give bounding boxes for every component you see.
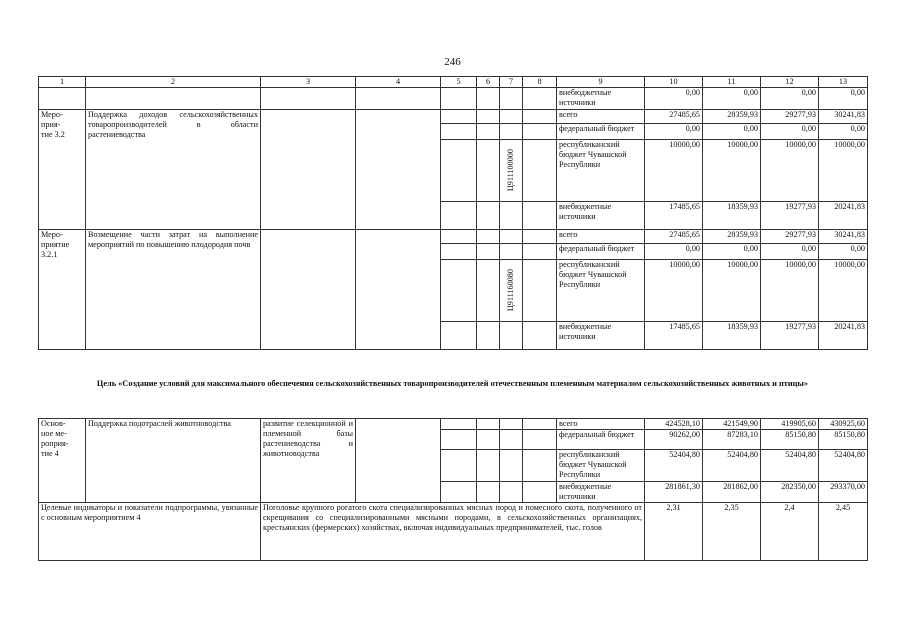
event-title: Поддержка доходов сельскохозяйственных товаропроизводителей в области растениеводства (86, 110, 261, 230)
empty-cell (477, 110, 500, 124)
empty-cell (441, 450, 477, 482)
header-row (39, 77, 868, 88)
empty-cell (523, 260, 557, 322)
amount-cell: 52404,80 (645, 450, 703, 482)
amount-cell: 19277,93 (761, 202, 819, 230)
amount-cell: 421549,90 (703, 419, 761, 430)
empty-cell (500, 110, 523, 124)
empty-cell (86, 88, 261, 110)
amount-cell: 28359,93 (703, 230, 761, 244)
empty-cell (523, 450, 557, 482)
funding-source: республиканский бюджет Чувашской Республики (557, 450, 645, 482)
empty-cell (477, 419, 500, 430)
amount-cell: 10000,00 (645, 140, 703, 202)
amount-cell: 0,00 (761, 124, 819, 140)
table-row (39, 88, 868, 110)
funding-source: федеральный бюджет (557, 244, 645, 260)
col-number: 3 (261, 77, 356, 88)
event-name: Меро- прия- тие 3.2 (39, 110, 86, 230)
empty-cell (523, 110, 557, 124)
event-name: Основ- ное ме- роприя- тие 4 (39, 419, 86, 503)
empty-cell (500, 322, 523, 350)
amount-cell: 0,00 (703, 244, 761, 260)
col-number: 9 (557, 77, 645, 88)
budget-code (500, 140, 523, 202)
empty-cell (477, 450, 500, 482)
col-number: 2 (86, 77, 261, 88)
empty-cell (477, 430, 500, 450)
empty-cell (261, 88, 356, 110)
col-number: 1 (39, 77, 86, 88)
empty-cell (477, 230, 500, 244)
amount-cell: 0,00 (761, 88, 819, 110)
empty-cell (441, 322, 477, 350)
funding-source: федеральный бюджет (557, 430, 645, 450)
amount-cell: 30241,83 (819, 230, 868, 244)
empty-cell (523, 124, 557, 140)
amount-cell: 52404,80 (761, 450, 819, 482)
empty-cell (441, 110, 477, 124)
budget-code (500, 260, 523, 322)
table-row (39, 419, 868, 430)
amount-cell: 0,00 (761, 244, 819, 260)
col-number: 5 (441, 77, 477, 88)
empty-cell (500, 230, 523, 244)
amount-cell: 27485,65 (645, 110, 703, 124)
funding-source: внебюджетные источники (557, 482, 645, 503)
amount-cell: 0,00 (645, 88, 703, 110)
amount-cell: 52404,80 (703, 450, 761, 482)
amount-cell: 17485,65 (645, 202, 703, 230)
event-name: Меро- приятие 3.2.1 (39, 230, 86, 350)
empty-cell (441, 202, 477, 230)
empty-cell (523, 202, 557, 230)
amount-cell: 10000,00 (819, 260, 868, 322)
budget-code-text: Ц911160080 (506, 269, 515, 312)
amount-cell: 30241,83 (819, 110, 868, 124)
amount-cell: 10000,00 (761, 140, 819, 202)
empty-cell (523, 140, 557, 202)
event-goal: развитие селекционной и племенной базы растениеводства и животноводства (261, 419, 356, 503)
indicator-value: 2,4 (761, 503, 819, 561)
indicator-text: Поголовье крупного рогатого скота специализированных мясных пород и помесного скота, полученного от скрещивания со специализированными мясными породами, в сельскохозяйственных организациях, крестьянских (фермерских) хозяйствах, включая индивидуальных предпринимателей, тыс. голов (261, 503, 645, 561)
indicator-value: 2,35 (703, 503, 761, 561)
amount-cell: 10000,00 (819, 140, 868, 202)
funding-source: внебюджетные источники (557, 322, 645, 350)
indicator-value: 2,31 (645, 503, 703, 561)
funding-source: федеральный бюджет (557, 124, 645, 140)
amount-cell: 18359,93 (703, 202, 761, 230)
amount-cell: 20241,83 (819, 202, 868, 230)
funding-source: всего (557, 230, 645, 244)
empty-cell (261, 110, 356, 230)
empty-cell (523, 244, 557, 260)
empty-cell (477, 202, 500, 230)
empty-cell (523, 88, 557, 110)
amount-cell: 19277,93 (761, 322, 819, 350)
empty-cell (441, 140, 477, 202)
indicator-label: Целевые индикаторы и показатели подпрограммы, увязанные с основным мероприятием 4 (39, 503, 261, 561)
amount-cell: 10000,00 (645, 260, 703, 322)
col-number: 6 (477, 77, 500, 88)
empty-cell (500, 419, 523, 430)
indicator-row (39, 503, 868, 561)
col-number: 7 (500, 77, 523, 88)
empty-cell (500, 450, 523, 482)
event-title: Поддержка подотраслей животноводства (86, 419, 261, 503)
empty-cell (477, 322, 500, 350)
col-number: 10 (645, 77, 703, 88)
empty-cell (261, 230, 356, 350)
amount-cell: 87283,10 (703, 430, 761, 450)
empty-cell (441, 88, 477, 110)
amount-cell: 0,00 (703, 88, 761, 110)
empty-cell (441, 482, 477, 503)
amount-cell: 10000,00 (703, 140, 761, 202)
amount-cell: 90262,00 (645, 430, 703, 450)
budget-table-goal (38, 418, 868, 561)
table-row (39, 110, 868, 124)
col-number: 8 (523, 77, 557, 88)
funding-source: внебюджетные источники (557, 88, 645, 110)
empty-cell (356, 230, 441, 350)
empty-cell (500, 482, 523, 503)
empty-cell (356, 88, 441, 110)
amount-cell: 0,00 (819, 124, 868, 140)
amount-cell: 293370,00 (819, 482, 868, 503)
funding-source: всего (557, 110, 645, 124)
amount-cell: 10000,00 (703, 260, 761, 322)
empty-cell (477, 124, 500, 140)
table-row (39, 230, 868, 244)
amount-cell: 0,00 (645, 244, 703, 260)
col-number: 11 (703, 77, 761, 88)
empty-cell (477, 140, 500, 202)
amount-cell: 282350,00 (761, 482, 819, 503)
col-number: 12 (761, 77, 819, 88)
empty-cell (500, 124, 523, 140)
amount-cell: 0,00 (645, 124, 703, 140)
empty-cell (477, 260, 500, 322)
empty-cell (477, 88, 500, 110)
empty-cell (523, 419, 557, 430)
page-number: 246 (444, 56, 461, 68)
amount-cell: 281861,30 (645, 482, 703, 503)
empty-cell (523, 482, 557, 503)
empty-cell (500, 430, 523, 450)
empty-cell (500, 202, 523, 230)
event-title: Возмещение части затрат на выполнение мероприятий по повышению плодородия почв (86, 230, 261, 350)
empty-cell (523, 430, 557, 450)
budget-code-text: Ц911100000 (506, 149, 515, 192)
funding-source: республиканский бюджет Чувашской Республики (557, 260, 645, 322)
amount-cell: 29277,93 (761, 110, 819, 124)
amount-cell: 419905,60 (761, 419, 819, 430)
funding-source: всего (557, 419, 645, 430)
empty-cell (441, 230, 477, 244)
amount-cell: 18359,93 (703, 322, 761, 350)
col-number: 13 (819, 77, 868, 88)
indicator-value: 2,45 (819, 503, 868, 561)
funding-source: республиканский бюджет Чувашской Республики (557, 140, 645, 202)
empty-cell (523, 322, 557, 350)
amount-cell: 0,00 (819, 88, 868, 110)
amount-cell: 424528,10 (645, 419, 703, 430)
amount-cell: 52404,80 (819, 450, 868, 482)
amount-cell: 0,00 (819, 244, 868, 260)
empty-cell (441, 244, 477, 260)
empty-cell (441, 124, 477, 140)
amount-cell: 20241,83 (819, 322, 868, 350)
empty-cell (441, 419, 477, 430)
empty-cell (477, 244, 500, 260)
empty-cell (39, 88, 86, 110)
empty-cell (356, 419, 441, 503)
empty-cell (500, 244, 523, 260)
funding-source: внебюджетные источники (557, 202, 645, 230)
empty-cell (441, 430, 477, 450)
amount-cell: 27485,65 (645, 230, 703, 244)
empty-cell (441, 260, 477, 322)
amount-cell: 10000,00 (761, 260, 819, 322)
empty-cell (356, 110, 441, 230)
amount-cell: 85150,80 (761, 430, 819, 450)
budget-table (38, 76, 868, 350)
amount-cell: 17485,65 (645, 322, 703, 350)
amount-cell: 85150,80 (819, 430, 868, 450)
goal-heading: Цель «Создание условий для максимального обеспечения сельскохозяйственных товаропроизводителей отечественным племенным материалом сельскохозяйственных животных и птицы» (96, 379, 809, 388)
amount-cell: 28359,93 (703, 110, 761, 124)
empty-cell (500, 88, 523, 110)
amount-cell: 0,00 (703, 124, 761, 140)
amount-cell: 430925,60 (819, 419, 868, 430)
empty-cell (477, 482, 500, 503)
amount-cell: 29277,93 (761, 230, 819, 244)
col-number: 4 (356, 77, 441, 88)
empty-cell (523, 230, 557, 244)
amount-cell: 281862,00 (703, 482, 761, 503)
